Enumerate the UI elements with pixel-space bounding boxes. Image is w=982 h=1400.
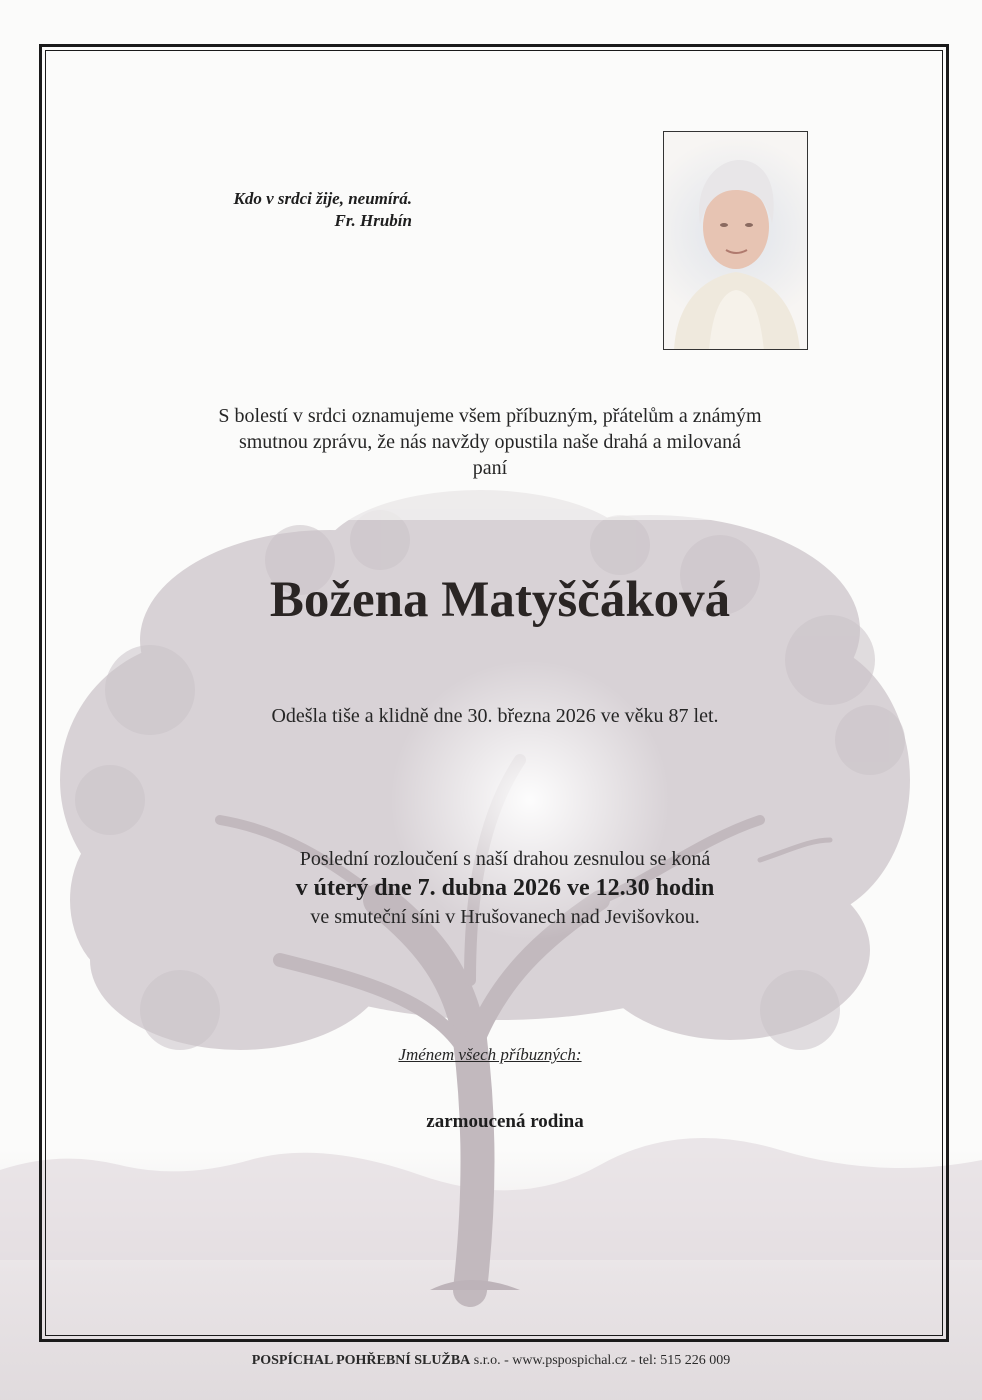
funeral-venue: ve smuteční síni v Hrušovanech nad Jevišovkou. <box>310 906 700 928</box>
motto-quote: Kdo v srdci žije, neumírá. <box>233 189 412 208</box>
announcement-line: S bolestí v srdci oznamujeme všem příbuzným, přátelům a známým <box>218 405 762 427</box>
portrait-icon <box>664 132 808 350</box>
family-signature: zarmoucená rodina <box>426 1111 584 1132</box>
on-behalf-label: Jménem všech příbuzných: <box>398 1045 582 1064</box>
motto-author: Fr. Hrubín <box>334 211 412 230</box>
announcement-line: smutnou zprávu, že nás navždy opustila naše drahá a milovaná <box>238 431 742 453</box>
inner-border <box>45 50 943 1336</box>
funeral-service-name: POSPÍCHAL POHŘEBNÍ SLUŽBA <box>251 1353 471 1368</box>
funeral-date-time: v úterý dne 7. dubna 2026 ve 12.30 hodin <box>295 875 715 901</box>
funeral-service-footer <box>120 1352 862 1370</box>
announcement-line: paní <box>472 457 508 479</box>
funeral-info <box>150 846 860 929</box>
funeral-line: Poslední rozloučení s naší drahou zesnulou se koná <box>299 848 711 870</box>
motto <box>150 188 412 232</box>
deceased-name: Božena Matyščáková <box>269 572 731 628</box>
funeral-service-contact: s.r.o. - www.pspospichal.cz - tel: 515 226 009 <box>470 1353 731 1368</box>
departure-date-text: Odešla tiše a klidně dne 30. března 2026 ve věku 87 let. <box>271 705 719 727</box>
portrait-photo <box>663 131 808 350</box>
announcement-text <box>150 403 830 481</box>
